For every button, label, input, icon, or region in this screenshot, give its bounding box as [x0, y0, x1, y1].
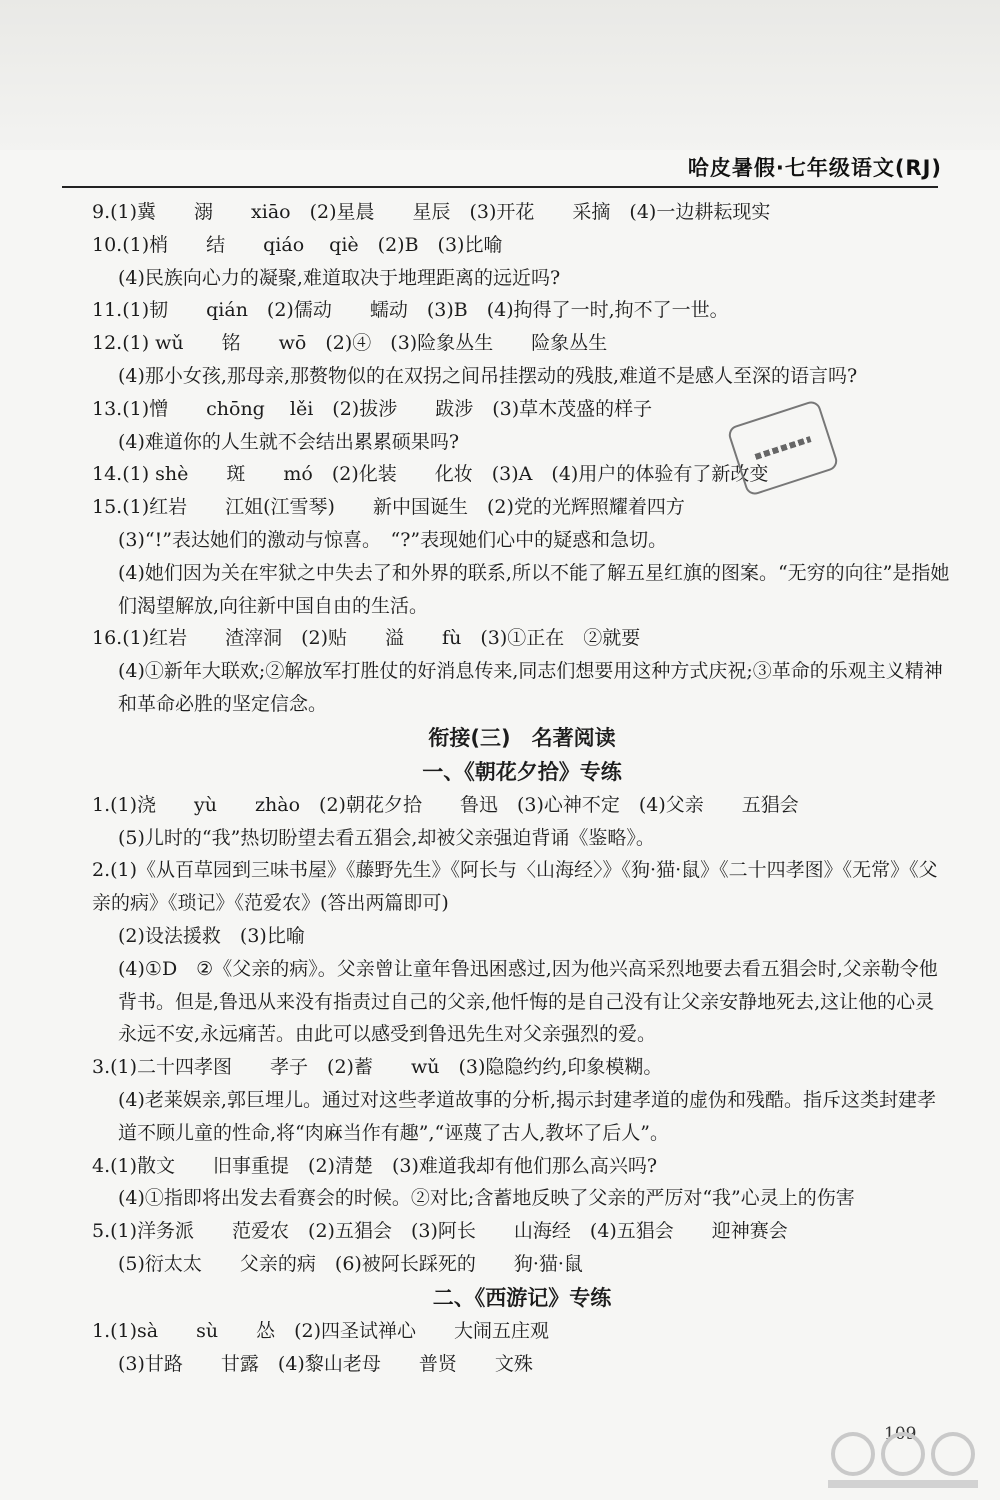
answer-line: (5)儿时的“我”热切盼望去看五猖会,却被父亲强迫背诵《鉴略》。: [118, 826, 655, 849]
answer-paragraph: (4)老莱娱亲,郭巨埋儿。通过对这些孝道故事的分析,揭示封建孝道的虚伪和残酷。指斥这类封建孝道不顾儿童的性命,将“肉麻当作有趣”,“诬蔑了古人,教坏了后人”。: [118, 1088, 936, 1144]
page-top-shadow: [0, 0, 1000, 150]
answer-line: 12.(1) wǔ 铭 wō (2)④ (3)险象丛生 险象丛生: [92, 332, 608, 355]
answer-line: 13.(1)憎 chōng lěi (2)拔涉 跋涉 (3)草木茂盛的样子: [92, 397, 653, 420]
answer-line: 16.(1)红岩 渣滓洞 (2)贴 溢 fù (3)①正在 ②就要: [92, 627, 641, 650]
answer-line: 15.(1)红岩 江姐(江雪琴) 新中国诞生 (2)党的光辉照耀着四方: [92, 496, 685, 519]
section-heading-xiyouji: 二、《西游记》专练: [432, 1285, 612, 1310]
answer-line: (4)那小女孩,那母亲,那赘物似的在双拐之间吊挂摆动的残肢,难道不是感人至深的语言吗?: [118, 364, 858, 387]
answer-line: (5)衍太太 父亲的病 (6)被阿长踩死的 狗·猫·鼠: [118, 1252, 583, 1275]
answer-line: (4)①指即将出发去看赛会的时候。②对比;含蓄地反映了父亲的严厉对“我”心灵上的伤害: [118, 1187, 855, 1210]
section-heading-main: 衔接(三) 名著阅读: [428, 725, 616, 750]
answer-line: (4)民族向心力的凝聚,难道取决于地理距离的远近吗?: [118, 266, 561, 289]
answer-line: 4.(1)散文 旧事重提 (2)清楚 (3)难道我却有他们那么高兴吗?: [92, 1154, 658, 1177]
book-header-title: 哈皮暑假·七年级语文(RJ): [687, 156, 942, 180]
answer-line: 11.(1)韧 qián (2)儒动 蠕动 (3)B (4)拘得了一时,拘不了一世。: [92, 299, 729, 322]
answer-paragraph: 2.(1)《从百草园到三味书屋》《藤野先生》《阿长与〈山海经〉》《狗·猫·鼠》《二十四孝图》《无常》《父亲的病》《琐记》《范爱农》(答出两篇即可): [92, 859, 938, 915]
answer-line: (2)设法援救 (3)比喻: [118, 924, 305, 947]
answer-line: 3.(1)二十四孝图 孝子 (2)蓄 wǔ (3)隐隐约约,印象模糊。: [92, 1056, 663, 1079]
answer-paragraph: (4)①新年大联欢;②解放军打胜仗的好消息传来,同志们想要用这种方式庆祝;③革命的乐观主义精神和革命必胜的坚定信念。: [118, 660, 943, 715]
header-rule: [62, 186, 938, 188]
answer-line: 9.(1)冀 溺 xiāo (2)星晨 星辰 (3)开花 采摘 (4)一边耕耘现实: [92, 201, 771, 223]
answer-paragraph: (4)①D ②《父亲的病》。父亲曾让童年鲁迅困惑过,因为他兴高采烈地要去看五猖会时,父亲勒令他背书。但是,鲁迅从来没有指责过自己的父亲,他忏悔的是自己没有让父亲安静地死去,这让他的心灵永远不安,永远痛苦。由此可以感受到鲁迅先生对父亲强烈的爱。: [118, 957, 938, 1046]
answer-content: [92, 196, 952, 1380]
watermark-logo-icon: [818, 1424, 988, 1494]
answer-line: (3)“!”表达她们的激动与惊喜。 “?”表现她们心中的疑惑和急切。: [118, 528, 668, 551]
answer-line: 1.(1)浇 yù zhào (2)朝花夕拾 鲁迅 (3)心神不定 (4)父亲 五猖会: [92, 793, 799, 816]
answer-line: (3)甘路 甘露 (4)黎山老母 普贤 文殊: [118, 1352, 533, 1375]
answer-line: 1.(1)sà sù 怂 (2)四圣试禅心 大闹五庄观: [92, 1319, 550, 1342]
page-number: 109: [884, 1424, 917, 1444]
answer-paragraph: (4)她们因为关在牢狱之中失去了和外界的联系,所以不能了解五星红旗的图案。“无穷的向往”是指她们渴望解放,向往新中国自由的生活。: [118, 561, 950, 617]
section-heading-chaohuaxishi: 一、《朝花夕拾》专练: [422, 759, 622, 784]
answer-line: (4)难道你的人生就不会结出累累硕果吗?: [118, 430, 460, 453]
answer-line: 5.(1)洋务派 范爱农 (2)五猖会 (3)阿长 山海经 (4)五猖会 迎神赛会: [92, 1220, 788, 1243]
answer-line: 14.(1) shè 斑 mó (2)化装 化妆 (3)A (4)用户的体验有了新改变: [92, 463, 769, 486]
answer-line: 10.(1)梢 结 qiáo qiè (2)B (3)比喻: [92, 233, 503, 256]
